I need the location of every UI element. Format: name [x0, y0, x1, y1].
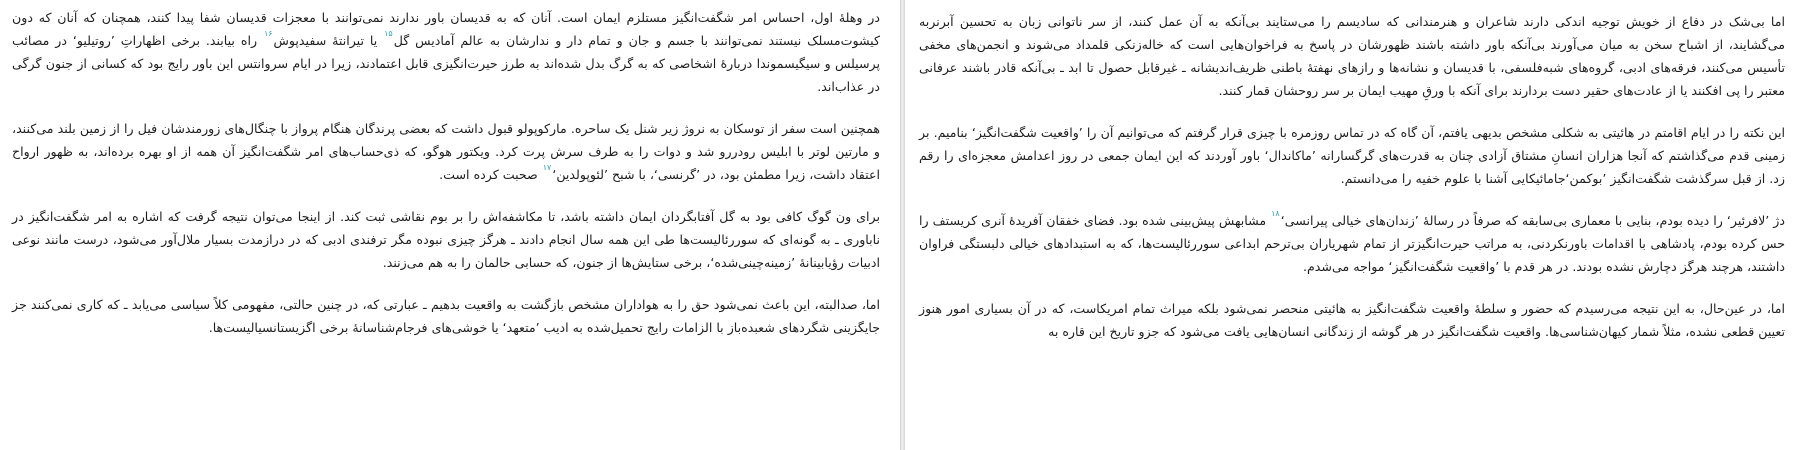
paragraph-1	[12, 6, 880, 98]
paragraph-4: اما، در عین‌حال، به این نتیجه می‌رسیدم که حضور و سلطهٔ واقعیت شگفت‌انگیز به هائیتی منحصر نمی‌شود بلکه میراث تمام امریکاست، که در آن بسیاری امور هنوز تعیین قطعی نشده، مثلاً شمار کیهان‌شناسی‌ها. واقعیت شگفت‌انگیز در هر گوشه از زندگانی انسان‌هایی یافت می‌شود که جزو تاریخ این قاره به	[919, 301, 1785, 339]
footnote-ref[interactable]: ۱۷	[542, 162, 552, 172]
paragraph-2: این نکته را در ایام اقامتم در هائیتی به شکلی مشخص بدیهی یافتم، آن گاه که در تماس روزمره با چیزی قرار گرفتم که می‌توانیم آن را ’واقعیت شگفت‌انگیز‘ بنامیم. بر زمینی قدم می‌گذاشتم که آنجا هزاران انسانِ مشتاق آزادی چنان به قدرت‌های گرگسارانه ’ماکاندال‘ باور آوردند که این ایمان جمعی در روز اعدامش معجزه‌ای را رقم زد. از قبل سرگذشت شگفت‌انگیز ’بوکمن‘جامائیکایی آشنا با علوم خفیه را می‌دانستم.	[919, 125, 1785, 186]
right-page	[905, 0, 1807, 450]
paragraph-text: در وهلهٔ اول، احساس امر شگفت‌انگیز مستلزم ایمان است. آنان که به قدیسان باور ندارند نمی‌توانند با معجزات قدیسان شفا پیدا کنند، همچنان که آنان که دون کیشوت‌مسلک نیستند نمی‌توانند با جسم و جان و تمام دار و ندارشان به عالم آمادیس گل	[12, 10, 880, 48]
paragraph-3: برای ون گوگ کافی بود به گل آفتابگردان ایمان داشته باشد، تا مکاشفه‌اش را بر بوم نقاشی ثبت کند. از اینجا می‌توان نتیجه گرفت که اشاره به امر شگفت‌انگیز در ناباوری ـ به گونه‌ای که سوررئالیست‌ها طی این همه سال انجام دادند ـ هرگز چیزی نبوده مگر ترفندی ادبی که در درازمدت بسیار ملال‌آور می‌شود، درست مانند نوعی ادبیات رؤیابینانهٔ ’زمینه‌چینی‌شده‘، برخی ستایش‌ها از جنون، که حسابی حالمان را به هم می‌زنند.	[12, 209, 880, 270]
footnote-ref[interactable]: ۱۵	[384, 28, 393, 38]
paragraph-1: اما بی‌شک در دفاع از خویش توجیه اندکی دارند شاعران و هنرمندانی که سادیسم را می‌ستایند بی‌آنکه به آن عمل کنند، از سر ناتوانی زبان به تحسین آبرنربه می‌گشایند، از اشباح سخن به میان می‌آورند بی‌آنکه باور داشته باشند ظهورشان در پاسخ به فراخوان‌هایی است که خاله‌زنکی قلمداد می‌شوند و انجمن‌های مخفی تأسیس می‌کنند، فرقه‌های ادبی، گروه‌های شبه‌فلسفی، با قدیسان و نشانه‌ها و رازهای نهفتهٔ باطنی ظریف‌اندیشانه ـ غیرقابل حصول تا ابد ـ بی‌آنکه قادر باشند عرفانی معتبر را پی افکنند یا از عادت‌های حقیر دست بردارند برای آنکه با ورقِ مهیب ایمان بر سر روحشان قمار کنند.	[919, 14, 1785, 98]
footnote-ref[interactable]: ۱۶	[263, 28, 273, 38]
paragraph-2	[12, 117, 880, 186]
left-page	[0, 0, 900, 450]
paragraph-text: همچنین است سفر از توسکان به نروژ زیر شنل یک ساحره. مارکوپولو قبول داشت که بعضی پرندگان هنگام پرواز با چنگال‌های زورمندشان فیل را از زمین بلند می‌کنند، و مارتین لوتر با ابلیس رودررو شد و دوات را به طرف سرش پرت کرد. ویکتور هوگو، که ذی‌حساب‌های امر شگفت‌انگیز آن همه از او بهره برده‌اند، به ظهور ارواح اعتقاد داشت، زیرا مطمئن بود، در ’گرنسی‘، با شبح ’لئوپولدین‘	[12, 121, 880, 182]
paragraph-text: مشابهش پیش‌بینی شده بود. فضای خفقان آفریدهٔ آنری کریستف را حس کرده بودم، پادشاهی با اقدامات باورنکردنی، به مراتب حیرت‌انگیزتر از تمام شهریاران بی‌ترحم ابداعی سوررئالیست‌ها، که به استبدادهای خیالی دلبستگی فراوان داشتند، هرچند هرگز دچارش نشده بودند. در هر قدم با ’واقعیت شگفت‌انگیز‘ مواجه می‌شدم.	[919, 213, 1785, 274]
paragraph-text: دژ ’لافرئیر‘ را دیده بودم، بنایی با معماری بی‌سابقه که صرفاً در رسالهٔ ’زندان‌های خیالی پیرانسی‘	[1280, 213, 1785, 228]
paragraph-text: یا تیرانتهٔ سفیدپوش	[273, 33, 384, 48]
paragraph-3	[919, 209, 1785, 278]
paragraph-4: اما، صدالبته، این باعث نمی‌شود حق را به هواداران مشخص بازگشت به واقعیت بدهیم ـ عبارتی که، در چنین حالتی، مفهومی کلاً سیاسی می‌یابد ـ که کاری نمی‌کنند جز جایگزینی شگردهای شعبده‌باز با الزامات رایج تحمیل‌شده به ادیب ’متعهد‘ یا خوشی‌های فرجام‌شناسانهٔ برخی اگزیستانسیالیست‌ها.	[12, 297, 880, 335]
footnote-ref[interactable]: ۱۸	[1271, 208, 1280, 218]
paragraph-text: صحبت کرده است.	[439, 167, 542, 182]
paragraph-text: راه بیابند. برخی اظهاراتِ ’روتیلیو‘ در مصائب پرسیلس و سیگیسموندا دربارهٔ اشخاصی که به گرگ بدل شده‌اند به طرز حیرت‌انگیزی قابل اعتمادند، زیرا در ایام سروانتس این باور رایج بود که کسانی از جنون گرگی در عذاب‌اند.	[12, 33, 880, 94]
